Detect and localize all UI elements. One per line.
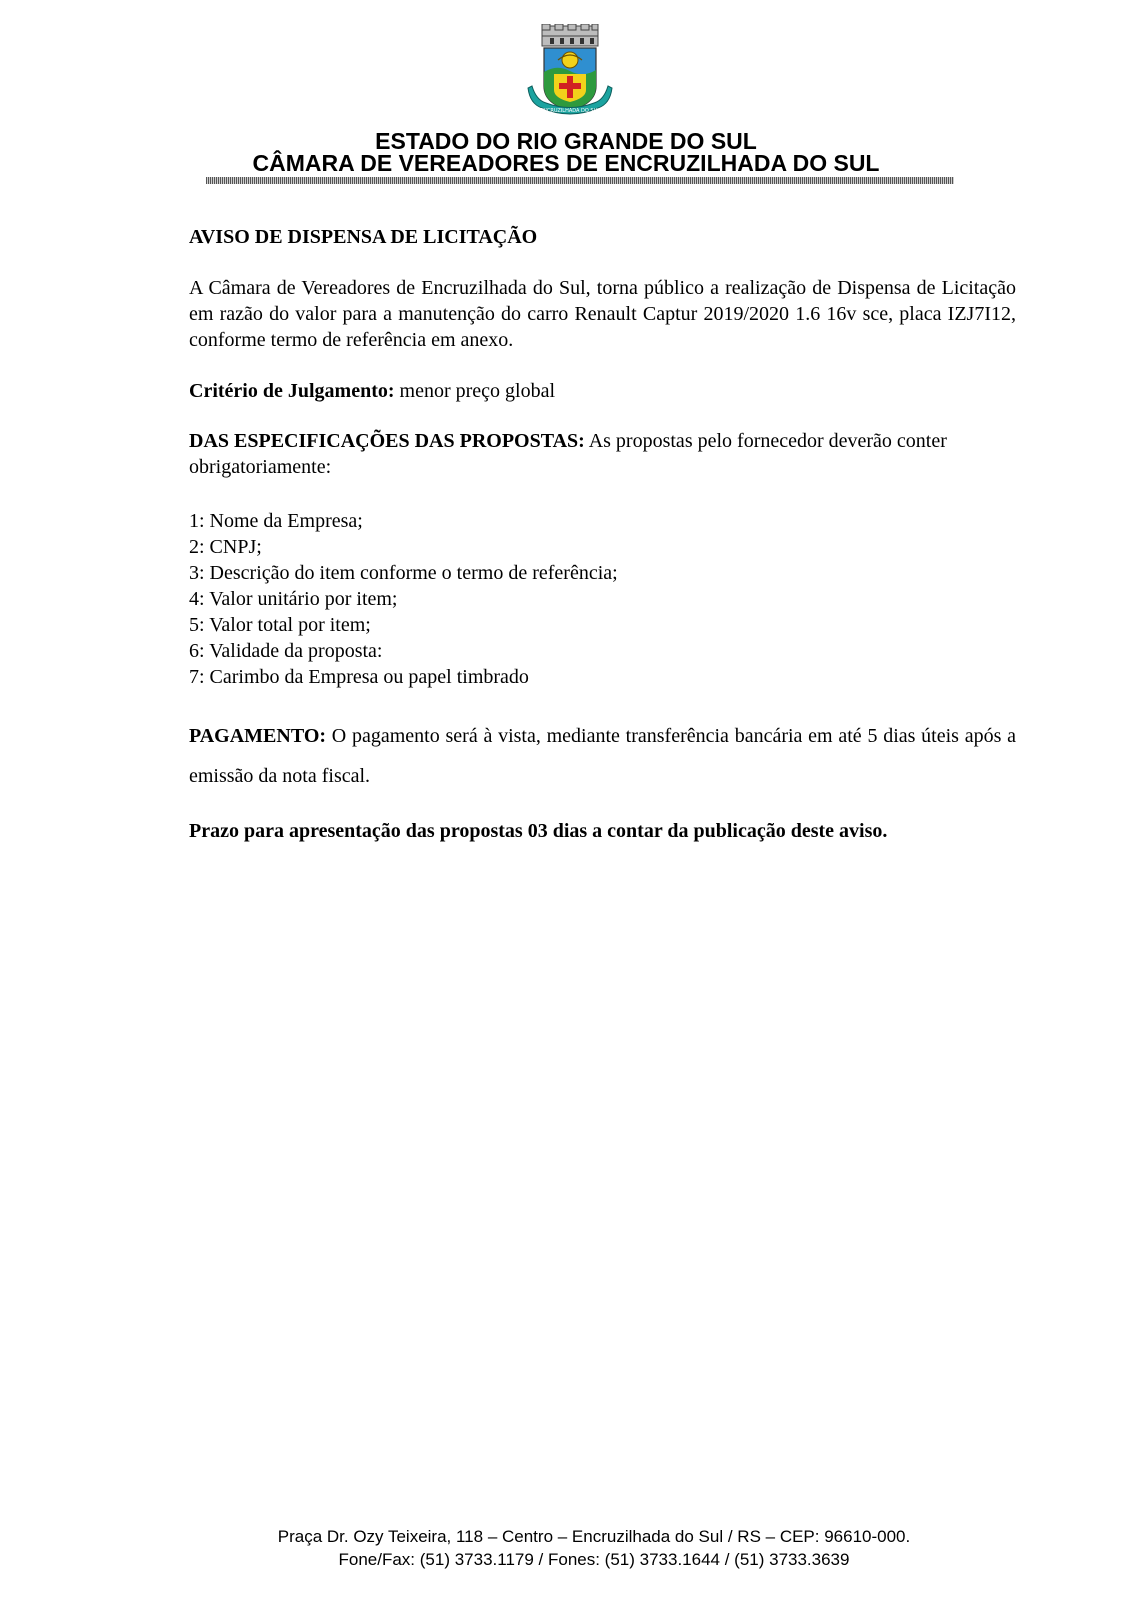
list-item: 2: CNPJ;: [189, 536, 262, 558]
header-divider: [206, 177, 954, 184]
criterio-label: Critério de Julgamento:: [189, 380, 395, 402]
criterio-value: menor preço global: [394, 380, 556, 402]
especificacoes-label: DAS ESPECIFICAÇÕES DAS PROPOSTAS:: [189, 430, 585, 452]
pagamento-label: PAGAMENTO:: [189, 725, 327, 747]
list-item: 1: Nome da Empresa;: [189, 510, 363, 532]
list-item: 6: Validade da proposta:: [189, 640, 383, 662]
prazo-paragraph: Prazo para apresentação das propostas 03 dias a contar da publicação deste aviso.: [189, 820, 888, 842]
municipal-coat-of-arms-logo: [524, 24, 616, 118]
especificacoes-value: As propostas pelo fornecedor deverão conter obrigatoriamente:: [189, 430, 947, 478]
shield-icon: [544, 48, 596, 110]
notice-intro-paragraph: A Câmara de Vereadores de Encruzilhada do Sul, torna público a realização de Dispensa de Licitação em razão do valor para a manutenção do carro Renault Captur 2019/2020 1.6 16v sce, placa IZJ7I12, conforme termo de referência em anexo.: [189, 277, 1016, 351]
footer-phones: Fone/Fax: (51) 3733.1179 / Fones: (51) 3733.1644 / (51) 3733.3639: [338, 1550, 850, 1569]
list-item: 4: Valor unitário por item;: [189, 588, 398, 610]
footer-address: Praça Dr. Ozy Teixeira, 118 – Centro – Encruzilhada do Sul / RS – CEP: 96610-000.: [277, 1527, 911, 1546]
list-item: 5: Valor total por item;: [189, 614, 371, 636]
especificacoes-paragraph: [189, 428, 1016, 480]
criterio-paragraph: [189, 378, 1016, 404]
list-item: 3: Descrição do item conforme o termo de referência;: [189, 562, 618, 584]
list-item: 7: Carimbo da Empresa ou papel timbrado: [189, 666, 529, 688]
requirements-list: [189, 508, 1016, 690]
institution-heading: CÂMARA DE VEREADORES DE ENCRUZILHADA DO SUL: [252, 150, 880, 176]
pagamento-paragraph: [189, 716, 1016, 796]
mural-crown-icon: [542, 24, 598, 46]
ribbon-text: ENCRUZILHADA DO SUL: [539, 108, 601, 114]
pagamento-value: O pagamento será à vista, mediante transferência bancária em até 5 dias úteis após a emissão da nota fiscal.: [189, 725, 1016, 787]
notice-title: AVISO DE DISPENSA DE LICITAÇÃO: [189, 226, 538, 248]
state-heading: ESTADO DO RIO GRANDE DO SUL: [375, 128, 757, 154]
